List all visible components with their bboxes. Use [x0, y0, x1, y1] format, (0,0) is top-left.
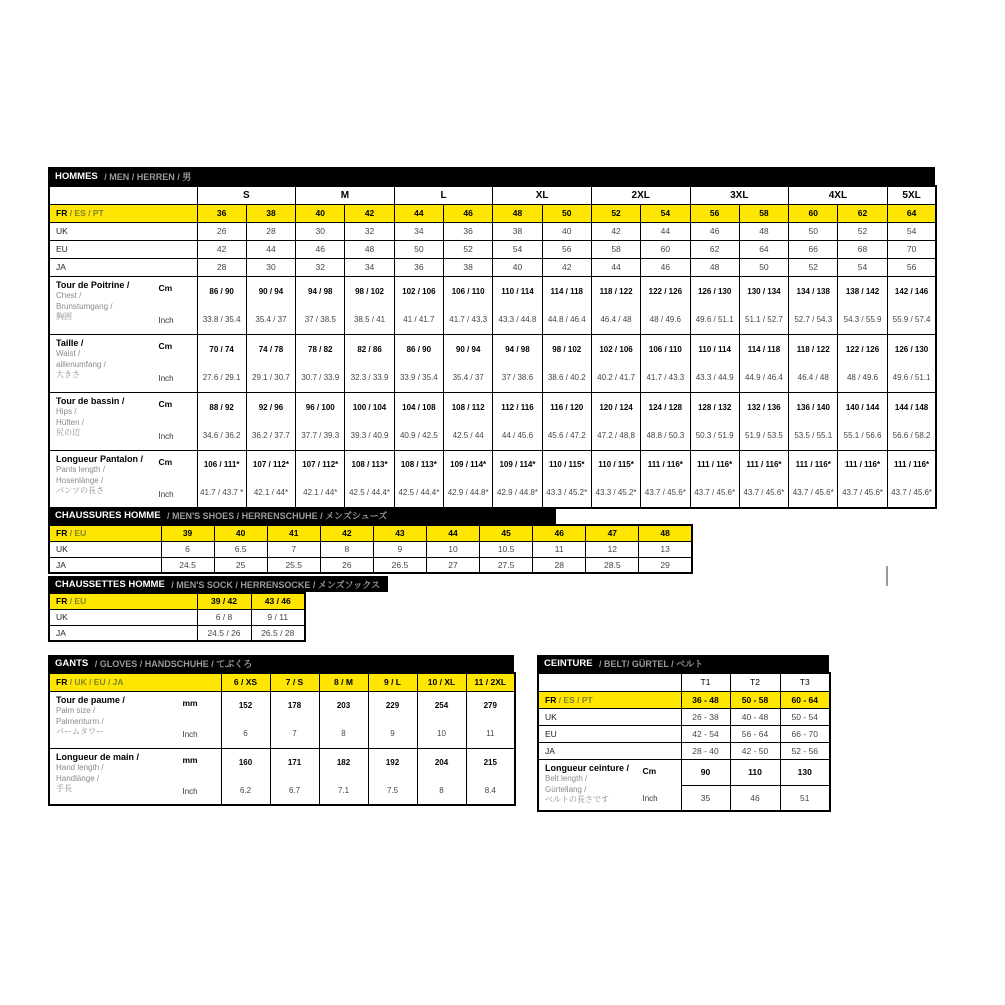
measure-cell: 111 / 116* 43.7 / 45.6*	[838, 450, 887, 508]
socks-fr-label: FR / EU	[49, 593, 197, 609]
measure-cell: 122 / 126 48 / 49.6	[641, 276, 690, 334]
cell: 28	[197, 258, 246, 276]
cell: 46	[533, 525, 586, 541]
gloves-title-bar	[48, 655, 514, 672]
cell: 50	[739, 258, 788, 276]
belt-header-spacer	[538, 673, 681, 691]
cell: 52 - 56	[780, 742, 830, 759]
measure-cell: 134 / 138 52.7 / 54.3	[789, 276, 838, 334]
measure-cell: 90 / 94 35.4 / 37	[444, 334, 493, 392]
measure-cell: 90 / 94 35.4 / 37	[246, 276, 295, 334]
shoes-ja-label: JA	[49, 557, 161, 573]
cell: 24.5	[161, 557, 214, 573]
measure-cell: 152 6	[221, 691, 270, 748]
pants-length-row	[49, 450, 936, 508]
cell: 26	[197, 222, 246, 240]
measure-cell: 279 11	[466, 691, 515, 748]
cell: 56	[542, 240, 591, 258]
measure-cell: 171 6.7	[270, 748, 319, 805]
cell: 110	[730, 759, 780, 785]
hand-length-row	[49, 748, 515, 805]
cell: 54	[641, 204, 690, 222]
cell: 39	[161, 525, 214, 541]
measure-cell: 182 7.1	[319, 748, 368, 805]
cell: 26.5 / 28	[251, 625, 305, 641]
measure-cell: 114 / 118 44.8 / 46.4	[542, 276, 591, 334]
palm-size-label: Tour de paume / Palm size / Palmenturm / パームタワー mm Inch	[49, 691, 221, 748]
cell: 40	[296, 204, 345, 222]
cell: 6.5	[214, 541, 267, 557]
cell: 40	[493, 258, 542, 276]
shoes-title: CHAUSSURES HOMME	[55, 510, 161, 521]
cell: 26.5	[373, 557, 426, 573]
measure-cell: 98 / 102 38.5 / 41	[345, 276, 394, 334]
cell: 36 - 48	[681, 691, 730, 708]
size-group-row	[49, 186, 936, 204]
measure-cell: 100 / 104 39.3 / 40.9	[345, 392, 394, 450]
cell: 41	[267, 525, 320, 541]
hips-row	[49, 392, 936, 450]
belt-ja-label: JA	[538, 742, 681, 759]
cell: 48	[493, 204, 542, 222]
socks-title-bar	[48, 576, 388, 592]
gloves-title: GANTS	[55, 658, 89, 669]
socks-fr-row	[49, 593, 305, 609]
shoes-ja-row	[49, 557, 692, 573]
cell: 40	[542, 222, 591, 240]
cell: 28	[246, 222, 295, 240]
socks-title: CHAUSSETTES HOMME	[55, 578, 165, 590]
measure-cell: 203 8	[319, 691, 368, 748]
measure-cell: 229 9	[368, 691, 417, 748]
cell: T1	[681, 673, 730, 691]
belt-length-cm-row	[538, 759, 830, 785]
measure-cell: 132 / 136 51.9 / 53.5	[739, 392, 788, 450]
cell: 56	[690, 204, 739, 222]
cell: 46	[641, 258, 690, 276]
cell: 6 / XS	[221, 673, 270, 691]
cell: 44	[591, 258, 640, 276]
gloves-header-label: FR / UK / EU / JA	[49, 673, 221, 691]
cell: 24.5 / 26	[197, 625, 251, 641]
belt-header-row	[538, 673, 830, 691]
cell: 46	[730, 785, 780, 811]
cell: 56	[887, 258, 936, 276]
cell: 7 / S	[270, 673, 319, 691]
cell: 32	[345, 222, 394, 240]
cell: 47	[586, 525, 639, 541]
hommes-title-bar	[48, 167, 935, 185]
cell: 8	[320, 541, 373, 557]
belt-uk-label: UK	[538, 708, 681, 725]
measure-cell: 110 / 114 43.3 / 44.8	[493, 276, 542, 334]
cell: 46	[690, 222, 739, 240]
measure-cell: 94 / 98 37 / 38.6	[493, 334, 542, 392]
measure-cell: 114 / 118 44.9 / 46.4	[739, 334, 788, 392]
hommes-title-translations: / MEN / HERREN / 男	[104, 171, 192, 182]
cell: 50	[394, 240, 443, 258]
measure-cell: 120 / 124 47.2 / 48.8	[591, 392, 640, 450]
cell: 11 / 2XL	[466, 673, 515, 691]
belt-fr-label: FR / ES / PT	[538, 691, 681, 708]
cell: 62	[838, 204, 887, 222]
cell: 36	[394, 258, 443, 276]
measure-cell: 106 / 110 41.7 / 43.3	[444, 276, 493, 334]
measure-cell: 122 / 126 48 / 49.6	[838, 334, 887, 392]
measure-cell: 138 / 142 54.3 / 55.9	[838, 276, 887, 334]
measure-cell: 94 / 98 37 / 38.5	[296, 276, 345, 334]
cell: 12	[586, 541, 639, 557]
chest-label: Tour de Poitrine / Chest / Brunstumgang / 胸囲 Cm Inch	[49, 276, 197, 334]
socks-ja-row	[49, 625, 305, 641]
cell: 44	[394, 204, 443, 222]
cell: 40 - 48	[730, 708, 780, 725]
fr-row-label: FR / ES / PT	[49, 204, 197, 222]
measure-cell: 88 / 92 34.6 / 36.2	[197, 392, 246, 450]
measure-cell: 70 / 74 27.6 / 29.1	[197, 334, 246, 392]
measure-cell: 110 / 115* 43.3 / 45.2*	[591, 450, 640, 508]
cell: 30	[296, 222, 345, 240]
cell: 62	[690, 240, 739, 258]
cell: 36	[444, 222, 493, 240]
measure-cell: 178 7	[270, 691, 319, 748]
measure-cell: 126 / 130 49.6 / 51.1	[887, 334, 936, 392]
cell: 60 - 64	[780, 691, 830, 708]
cell: 44	[426, 525, 479, 541]
cell: 28	[533, 557, 586, 573]
measure-cell: 108 / 113* 42.5 / 44.4*	[345, 450, 394, 508]
cell: 60	[789, 204, 838, 222]
measure-cell: 104 / 108 40.9 / 42.5	[394, 392, 443, 450]
shoes-uk-row	[49, 541, 692, 557]
cell: 25	[214, 557, 267, 573]
measure-cell: 140 / 144 55.1 / 56.6	[838, 392, 887, 450]
cell: 130	[780, 759, 830, 785]
cell: 43 / 46	[251, 593, 305, 609]
hand-length-label: Longueur de main / Hand length / Handlänge / 手長 mm Inch	[49, 748, 221, 805]
uk-row	[49, 222, 936, 240]
cell: 64	[887, 204, 936, 222]
shoes-title-bar	[48, 507, 556, 524]
cell: 66 - 70	[780, 725, 830, 742]
measure-cell: 106 / 111* 41.7 / 43.7 *	[197, 450, 246, 508]
measure-cell: 110 / 114 43.3 / 44.9	[690, 334, 739, 392]
cell: 27.5	[480, 557, 533, 573]
cell: 42	[320, 525, 373, 541]
eu-row	[49, 240, 936, 258]
cell: 58	[591, 240, 640, 258]
belt-title-translations: / BELT/ GÜRTEL / ベルト	[599, 659, 704, 669]
measure-cell: 118 / 122 46.4 / 48	[789, 334, 838, 392]
cell: 35	[681, 785, 730, 811]
shoes-fr-row	[49, 525, 692, 541]
measure-cell: 111 / 116* 43.7 / 45.6*	[641, 450, 690, 508]
cell: 54	[838, 258, 887, 276]
cell: 34	[345, 258, 394, 276]
cell: 42 - 54	[681, 725, 730, 742]
measure-cell: 192 7.5	[368, 748, 417, 805]
cell: 28 - 40	[681, 742, 730, 759]
waist-label: Taille / Waist / aillenumfang / 大きさ Cm Inch	[49, 334, 197, 392]
cell: 56 - 64	[730, 725, 780, 742]
measure-cell: 111 / 116* 43.7 / 45.6*	[789, 450, 838, 508]
cell: 42 - 50	[730, 742, 780, 759]
measure-cell: 204 8	[417, 748, 466, 805]
measure-cell: 111 / 116* 43.7 / 45.6*	[690, 450, 739, 508]
cell: 50	[789, 222, 838, 240]
size-group-2XL: 2XL	[591, 186, 690, 204]
cell: T2	[730, 673, 780, 691]
cell: 25.5	[267, 557, 320, 573]
hips-label: Tour de bassin / Hips / Hüften / 尻の辺 Cm Inch	[49, 392, 197, 450]
cell: 50	[542, 204, 591, 222]
cell: 30	[246, 258, 295, 276]
socks-uk-label: UK	[49, 609, 197, 625]
cell: 48	[690, 258, 739, 276]
fr-size-row	[49, 204, 936, 222]
size-group-3XL: 3XL	[690, 186, 789, 204]
measure-cell: 124 / 128 48.8 / 50.3	[641, 392, 690, 450]
cell: 48	[739, 222, 788, 240]
cell: 54	[493, 240, 542, 258]
cell: 50 - 58	[730, 691, 780, 708]
measure-cell: 78 / 82 30.7 / 33.9	[296, 334, 345, 392]
cell: 28.5	[586, 557, 639, 573]
pants-length-label: Longueur Pantalon / Pants length / Hosenlänge / パンツの長さ Cm Inch	[49, 450, 197, 508]
cell: 90	[681, 759, 730, 785]
belt-eu-row	[538, 725, 830, 742]
measure-cell: 108 / 112 42.5 / 44	[444, 392, 493, 450]
ja-row-label: JA	[49, 258, 197, 276]
measure-cell: 116 / 120 45.6 / 47.2	[542, 392, 591, 450]
measure-cell: 109 / 114* 42.9 / 44.8*	[444, 450, 493, 508]
cell: 68	[838, 240, 887, 258]
measure-cell: 108 / 113* 42.5 / 44.4*	[394, 450, 443, 508]
measure-cell: 128 / 132 50.3 / 51.9	[690, 392, 739, 450]
cell: T3	[780, 673, 830, 691]
stray-mark	[886, 566, 888, 586]
size-group-4XL: 4XL	[789, 186, 888, 204]
hommes-table	[48, 185, 937, 509]
cell: 46	[444, 204, 493, 222]
cell: 48	[345, 240, 394, 258]
size-group-L: L	[394, 186, 493, 204]
measure-cell: 111 / 116* 43.7 / 45.6*	[887, 450, 936, 508]
cell: 52	[444, 240, 493, 258]
cell: 6	[161, 541, 214, 557]
cell: 9 / L	[368, 673, 417, 691]
chest-row	[49, 276, 936, 334]
measure-cell: 142 / 146 55.9 / 57.4	[887, 276, 936, 334]
cell: 42	[345, 204, 394, 222]
measure-cell: 111 / 116* 43.7 / 45.6*	[739, 450, 788, 508]
measure-cell: 86 / 90 33.9 / 35.4	[394, 334, 443, 392]
cell: 38	[246, 204, 295, 222]
cell: 7	[267, 541, 320, 557]
hommes-title: HOMMES	[55, 170, 98, 182]
cell: 52	[789, 258, 838, 276]
cell: 64	[739, 240, 788, 258]
cell: 42	[197, 240, 246, 258]
cell: 40	[214, 525, 267, 541]
measure-cell: 118 / 122 46.4 / 48	[591, 276, 640, 334]
measure-cell: 74 / 78 29.1 / 30.7	[246, 334, 295, 392]
cell: 38	[444, 258, 493, 276]
cell: 11	[533, 541, 586, 557]
cell: 51	[780, 785, 830, 811]
cell: 26	[320, 557, 373, 573]
palm-size-row	[49, 691, 515, 748]
cell: 36	[197, 204, 246, 222]
measure-cell: 107 / 112* 42.1 / 44*	[296, 450, 345, 508]
socks-table	[48, 592, 306, 642]
cell: 9	[373, 541, 426, 557]
measure-cell: 102 / 106 41 / 41.7	[394, 276, 443, 334]
measure-cell: 98 / 102 38.6 / 40.2	[542, 334, 591, 392]
cell: 32	[296, 258, 345, 276]
belt-table	[537, 672, 831, 812]
measure-cell: 82 / 86 32.3 / 33.9	[345, 334, 394, 392]
cell: 29	[639, 557, 692, 573]
measure-cell: 102 / 106 40.2 / 41.7	[591, 334, 640, 392]
cell: 13	[639, 541, 692, 557]
cell: 10	[426, 541, 479, 557]
cell: 58	[739, 204, 788, 222]
uk-row-label: UK	[49, 222, 197, 240]
measure-cell: 160 6.2	[221, 748, 270, 805]
socks-ja-label: JA	[49, 625, 197, 641]
cell: 34	[394, 222, 443, 240]
size-group-5XL: 5XL	[887, 186, 936, 204]
cell: 38	[493, 222, 542, 240]
cell: 48	[639, 525, 692, 541]
gloves-header-row	[49, 673, 515, 691]
size-group-M: M	[296, 186, 395, 204]
shoes-title-translations: / MEN'S SHOES / HERRENSCHUHE / メンズシューズ	[167, 511, 388, 521]
cell: 42	[542, 258, 591, 276]
measure-cell: 112 / 116 44 / 45.6	[493, 392, 542, 450]
socks-title-translations: / MEN'S SOCK / HERRENSOCKE / メンズソックス	[171, 579, 381, 590]
belt-length-label: Longueur ceinture / Belt length / Gürtellang / ベルトの長さです Cm Inch	[538, 759, 681, 811]
cell: 52	[591, 204, 640, 222]
measure-cell: 107 / 112* 42.1 / 44*	[246, 450, 295, 508]
cell: 10.5	[480, 541, 533, 557]
measure-cell: 106 / 110 41.7 / 43.3	[641, 334, 690, 392]
eu-row-label: EU	[49, 240, 197, 258]
belt-fr-row	[538, 691, 830, 708]
measure-cell: 92 / 96 36.2 / 37.7	[246, 392, 295, 450]
measure-cell: 96 / 100 37.7 / 39.3	[296, 392, 345, 450]
cell: 44	[641, 222, 690, 240]
measure-cell: 109 / 114* 42.9 / 44.8*	[493, 450, 542, 508]
cell: 46	[296, 240, 345, 258]
belt-eu-label: EU	[538, 725, 681, 742]
cell: 70	[887, 240, 936, 258]
size-group-XL: XL	[493, 186, 592, 204]
gloves-table	[48, 672, 516, 806]
shoes-fr-label: FR / EU	[49, 525, 161, 541]
measure-cell: 110 / 115* 43.3 / 45.2*	[542, 450, 591, 508]
measure-cell: 215 8.4	[466, 748, 515, 805]
measure-cell: 130 / 134 51.1 / 52.7	[739, 276, 788, 334]
size-group-S: S	[197, 186, 296, 204]
cell: 50 - 54	[780, 708, 830, 725]
cell: 60	[641, 240, 690, 258]
cell: 44	[246, 240, 295, 258]
cell: 66	[789, 240, 838, 258]
size-group-spacer	[49, 186, 197, 204]
belt-title-bar	[537, 655, 829, 672]
cell: 26 - 38	[681, 708, 730, 725]
socks-uk-row	[49, 609, 305, 625]
cell: 45	[480, 525, 533, 541]
gloves-title-translations: / GLOVES / HANDSCHUHE / てぶくろ	[94, 659, 253, 669]
measure-cell: 86 / 90 33.8 / 35.4	[197, 276, 246, 334]
cell: 39 / 42	[197, 593, 251, 609]
cell: 43	[373, 525, 426, 541]
cell: 8 / M	[319, 673, 368, 691]
belt-ja-row	[538, 742, 830, 759]
cell: 42	[591, 222, 640, 240]
cell: 27	[426, 557, 479, 573]
belt-uk-row	[538, 708, 830, 725]
measure-cell: 144 / 148 56.6 / 58.2	[887, 392, 936, 450]
waist-row	[49, 334, 936, 392]
measure-cell: 136 / 140 53.5 / 55.1	[789, 392, 838, 450]
cell: 6 / 8	[197, 609, 251, 625]
belt-title: CEINTURE	[544, 658, 593, 669]
measure-cell: 254 10	[417, 691, 466, 748]
cell: 10 / XL	[417, 673, 466, 691]
cell: 52	[838, 222, 887, 240]
measure-cell: 126 / 130 49.6 / 51.1	[690, 276, 739, 334]
ja-row	[49, 258, 936, 276]
shoes-table	[48, 524, 693, 574]
shoes-uk-label: UK	[49, 541, 161, 557]
cell: 54	[887, 222, 936, 240]
cell: 9 / 11	[251, 609, 305, 625]
